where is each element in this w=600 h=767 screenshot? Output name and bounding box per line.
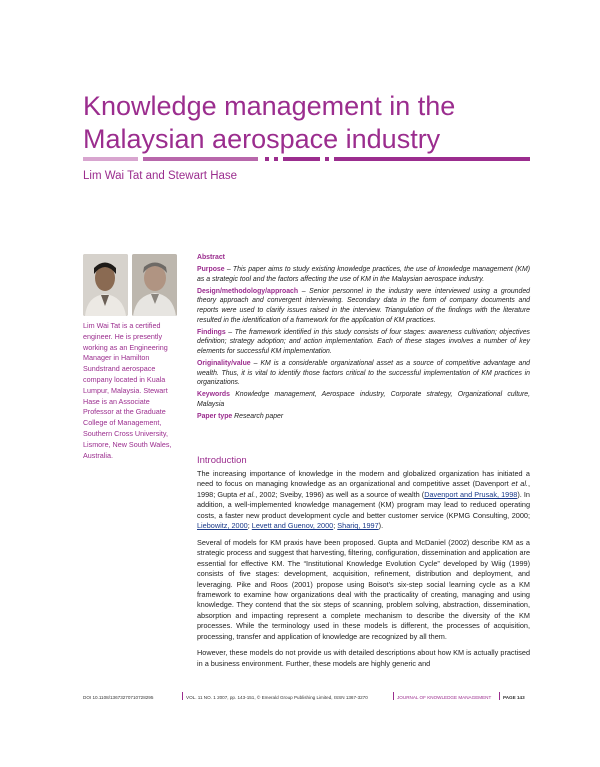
abstract-block [197, 253, 530, 424]
page-footer [83, 692, 530, 704]
intro-paragraph-3: However, these models do not provide us with detailed descriptions about how KM is actually practised in a business environment. Further, these models are highly generic and [197, 648, 530, 668]
rule-segment-4 [334, 157, 530, 161]
abstract-findings: Findings – The framework identified in this study consists of four stages: awareness cultivation; objectives definition; strategy adoption; and action implementation. Each of these stages involves a number of key elements for successful KM implementation. [197, 328, 530, 355]
title-rule [83, 156, 530, 162]
footer-doi: DOI 10.1108/13673270710728295 [83, 695, 154, 700]
intro-heading: Introduction [197, 455, 247, 466]
intro-paragraph-2: Several of models for KM praxis have been proposed. Gupta and McDaniel (2002) describe KM as a strategic process and suggest that harvesting, filtering, configuration, dissemination and application are essential for effective KM. The “Institutional Knowledge Evolution Cycle” developed by Wiig (1999) consists of five stages: development, acquisition, refinement, distribution and deployment, and leveraging. Pike and Roos (2001) propose using Boisot's six-step social learning cycle as a KM framework to examine how organizations deal with the practicality of creating, managing and using knowledge. They contend that the six steps of scanning, problem solving, abstraction, dissemination, absorption and impacting represent a complete mechanism to describe the diversity of the KM processes. While the terminology used in these models is different, the processes of acquisition, processing, transfer and application of knowledge are recognized by all them. [197, 537, 530, 641]
footer-separator [393, 692, 394, 700]
footer-separator [182, 692, 183, 700]
citation-link[interactable]: Davenport and Prusak, 1998 [424, 489, 518, 499]
abstract-papertype: Paper type Research paper [197, 412, 284, 420]
footer-journal: JOURNAL OF KNOWLEDGE MANAGEMENT [397, 695, 492, 700]
rule-segment-3 [283, 157, 320, 161]
rule-segment-2 [143, 157, 258, 161]
author-line: Lim Wai Tat and Stewart Hase [83, 170, 238, 182]
abstract-keywords: Keywords Knowledge management, Aerospace industry, Corporate strategy, Organizational culture, Malaysia [197, 391, 530, 408]
abstract-purpose: Purpose – This paper aims to study existing knowledge practices, the use of knowledge management (KM) as a strategic tool and the factors affecting the use of KM in the Malaysian aerospace industry. [197, 266, 530, 283]
citation-link[interactable]: Levett and Guenov, 2000 [251, 521, 334, 531]
body-text [197, 469, 530, 675]
abstract-heading: Abstract [197, 254, 225, 261]
article-title: Knowledge management in the Malaysian aerospace industry [83, 91, 456, 154]
footer-page-number: PAGE 143 [503, 695, 525, 700]
rule-dot-1 [265, 157, 269, 161]
rule-segment-1 [83, 157, 138, 161]
abstract-originality: Originality/value – KM is a considerable organizational asset as a source of competitive advantage and wealth. Thus, it is vital to identify those factors critical to the successful implementation of KM practices in organizations. [197, 359, 530, 387]
rule-dot-3 [325, 157, 329, 161]
author-bio: Lim Wai Tat is a certified engineer. He is presently working as an Engineering Manager in Hamilton Sundstrand aerospace company located in Kuala Lumpur, Malaysia. Stewart Hase is an Associate Professor at the Graduate College of Management, Southern Cross University, Lismore, New South Wales, Australia. [83, 321, 172, 460]
intro-paragraph-1: The increasing importance of knowledge in the modern and globalized organization has initiated a need to focus on managing knowledge as an organizational and competitive asset (Davenport et al., 1998; Gupta et al., 2002; Sveiby, 1996) as well as a source of wealth (Davenport and Prusak, 1998). In addition, a well-implemented knowledge management (KM) program may lead to reduced operating costs, a faster new product development cycle and better customer service (KPMG Consulting, 2000; Liebowitz, 2000; Levett and Guenov, 2000; Shariq, 1997). [197, 469, 530, 531]
citation-link[interactable]: Shariq, 1997 [337, 521, 379, 531]
author-photo-hase [132, 254, 177, 316]
footer-separator [499, 692, 500, 700]
author-photo-lim [83, 254, 128, 316]
citation-link[interactable]: Liebowitz, 2000 [197, 521, 248, 531]
abstract-design: Design/methodology/approach – Senior personnel in the industry were interviewed using a grounded theory approach and convergent interviewing. Secondary data in the form of company documents and reports were used to clarify issues raised in the interview. Triangulation of the findings with the literature resulted in the identification of a framework for the application of KM practices. [197, 287, 530, 324]
footer-volume: VOL. 11 NO. 1 2007, pp. 143-151, © Emerald Group Publishing Limited, ISSN 1367-3270 [186, 695, 368, 700]
rule-dot-2 [274, 157, 278, 161]
